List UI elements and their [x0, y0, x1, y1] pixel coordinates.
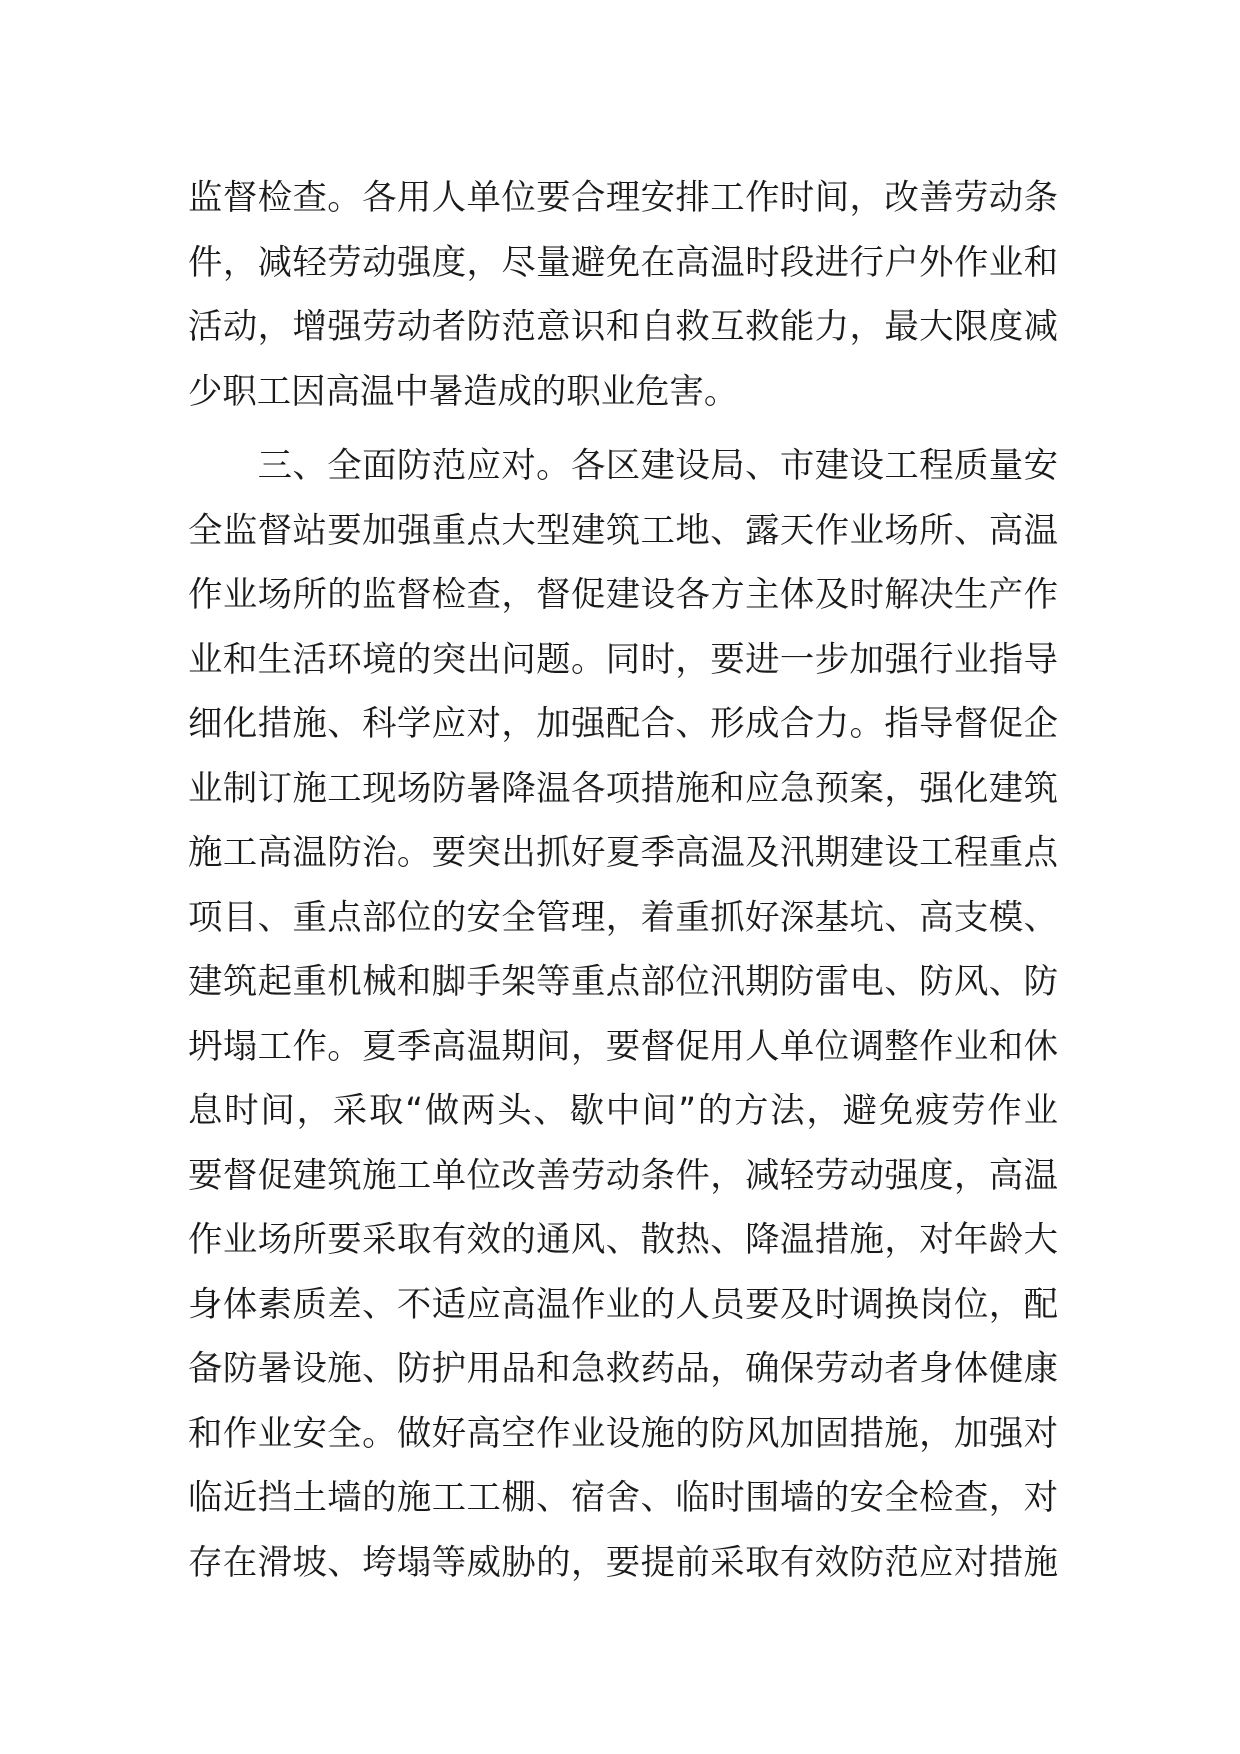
paragraph [188, 434, 1058, 1595]
text-line: 施工高温防治。要突出抓好夏季高温及汛期建设工程重点 [188, 833, 1058, 873]
text-line: 细化措施、科学应对，加强配合、形成合力。指导督促企 [188, 704, 1058, 744]
text-line: 件，减轻劳动强度，尽量避免在高温时段进行户外作业和 [188, 242, 1058, 283]
text-line: 作业场所要采取有效的通风、散热、降温措施，对年龄大 [188, 1220, 1058, 1260]
text-line: 备防暑设施、防护用品和急救药品，确保劳动者身体健康 [188, 1349, 1058, 1389]
paragraph [188, 166, 1058, 424]
text-line: 要督促建筑施工单位改善劳动条件，减轻劳动强度，高温 [188, 1155, 1058, 1196]
text-line: 项目、重点部位的安全管理，着重抓好深基坑、高支模、 [188, 897, 1058, 938]
text-line: 身体素质差、不适应高温作业的人员要及时调换岗位，配 [188, 1284, 1058, 1325]
text-line: 坍塌工作。夏季高温期间，要督促用人单位调整作业和休 [188, 1026, 1058, 1067]
text-line: 息时间，采取“做两头、歇中间”的方法，避免疲劳作业 [188, 1091, 1058, 1131]
text-line: 临近挡土墙的施工工棚、宿舍、临时围墙的安全检查，对 [188, 1478, 1058, 1518]
text-line: 全监督站要加强重点大型建筑工地、露天作业场所、高温 [188, 510, 1058, 551]
text-line: 监督检查。各用人单位要合理安排工作时间，改善劳动条 [188, 178, 1058, 218]
text-line: 少职工因高温中暑造成的职业危害。 [188, 371, 739, 412]
text-line: 业和生活环境的突出问题。同时，要进一步加强行业指导 [188, 639, 1058, 680]
text-line: 活动，增强劳动者防范意识和自救互救能力，最大限度减 [188, 307, 1058, 347]
text-line: 业制订施工现场防暑降温各项措施和应急预案，强化建筑 [188, 768, 1058, 809]
text-line: 存在滑坡、垮塌等威胁的，要提前采取有效防范应对措施 [188, 1542, 1058, 1583]
text-line: 建筑起重机械和脚手架等重点部位汛期防雷电、防风、防 [188, 962, 1058, 1002]
paragraph-gap [188, 424, 1058, 434]
text-line: 作业场所的监督检查，督促建设各方主体及时解决生产作 [188, 575, 1058, 615]
document-body [188, 166, 1058, 1595]
text-line: 和作业安全。做好高空作业设施的防风加固措施，加强对 [188, 1413, 1058, 1454]
text-line: 三、全面防范应对。各区建设局、市建设工程质量安 [188, 446, 1058, 486]
